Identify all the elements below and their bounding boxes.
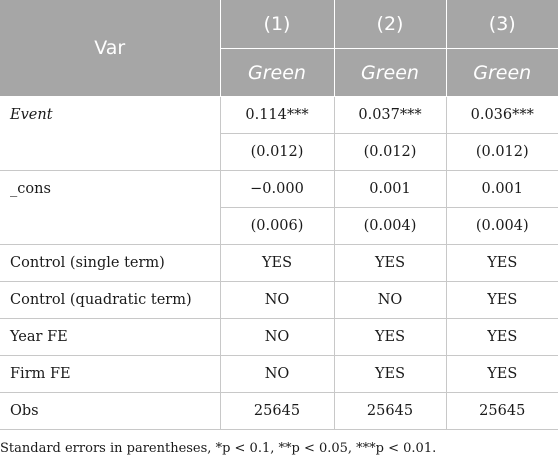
- cell-control-quadratic-3: YES: [446, 282, 558, 319]
- table-row-control-single: [0, 245, 558, 282]
- row-label-firm-fe: Firm FE: [0, 356, 220, 393]
- cell-year-fe-1: NO: [220, 319, 334, 356]
- column-header-1: (1): [220, 0, 334, 49]
- cell-firm-fe-2: YES: [334, 356, 446, 393]
- cell-firm-fe-1: NO: [220, 356, 334, 393]
- cell-firm-fe-3: YES: [446, 356, 558, 393]
- table-header: [0, 0, 558, 97]
- var-header: Var: [0, 0, 220, 97]
- cell-year-fe-3: YES: [446, 319, 558, 356]
- cell-event-se-2: (0.012): [334, 134, 446, 171]
- table-body: [0, 97, 558, 430]
- row-label-year-fe: Year FE: [0, 319, 220, 356]
- cell-cons-se-2: (0.004): [334, 208, 446, 245]
- cell-control-single-2: YES: [334, 245, 446, 282]
- row-label-control-single: Control (single term): [0, 245, 220, 282]
- cell-control-single-1: YES: [220, 245, 334, 282]
- row-label-obs: Obs: [0, 393, 220, 430]
- table-footnote: Standard errors in parentheses, *p < 0.1, **p < 0.05, ***p < 0.01.: [0, 441, 437, 456]
- row-label-control-quadratic: Control (quadratic term): [0, 282, 220, 319]
- cell-event-se-1: (0.012): [220, 134, 334, 171]
- row-label-event: Event: [0, 97, 220, 171]
- cell-event-3: 0.036***: [446, 97, 558, 134]
- cell-year-fe-2: YES: [334, 319, 446, 356]
- cell-cons-2: 0.001: [334, 171, 446, 208]
- cell-control-single-3: YES: [446, 245, 558, 282]
- header-row-columns: [0, 0, 558, 49]
- table-row-obs: [0, 393, 558, 430]
- row-label-cons: _cons: [0, 171, 220, 245]
- table-row-firm-fe: [0, 356, 558, 393]
- cell-event-1: 0.114***: [220, 97, 334, 134]
- column-header-2: (2): [334, 0, 446, 49]
- cell-cons-se-1: (0.006): [220, 208, 334, 245]
- table-row-event-coef: [0, 97, 558, 134]
- cell-event-2: 0.037***: [334, 97, 446, 134]
- cell-cons-1: −0.000: [220, 171, 334, 208]
- dependent-header-1: Green: [220, 49, 334, 97]
- cell-event-se-3: (0.012): [446, 134, 558, 171]
- cell-obs-3: 25645: [446, 393, 558, 430]
- cell-control-quadratic-1: NO: [220, 282, 334, 319]
- dependent-header-3: Green: [446, 49, 558, 97]
- table-row-control-quadratic: [0, 282, 558, 319]
- column-header-3: (3): [446, 0, 558, 49]
- dependent-header-2: Green: [334, 49, 446, 97]
- cell-cons-3: 0.001: [446, 171, 558, 208]
- cell-obs-1: 25645: [220, 393, 334, 430]
- cell-control-quadratic-2: NO: [334, 282, 446, 319]
- cell-obs-2: 25645: [334, 393, 446, 430]
- table-row-cons-coef: [0, 171, 558, 208]
- cell-cons-se-3: (0.004): [446, 208, 558, 245]
- table-row-year-fe: [0, 319, 558, 356]
